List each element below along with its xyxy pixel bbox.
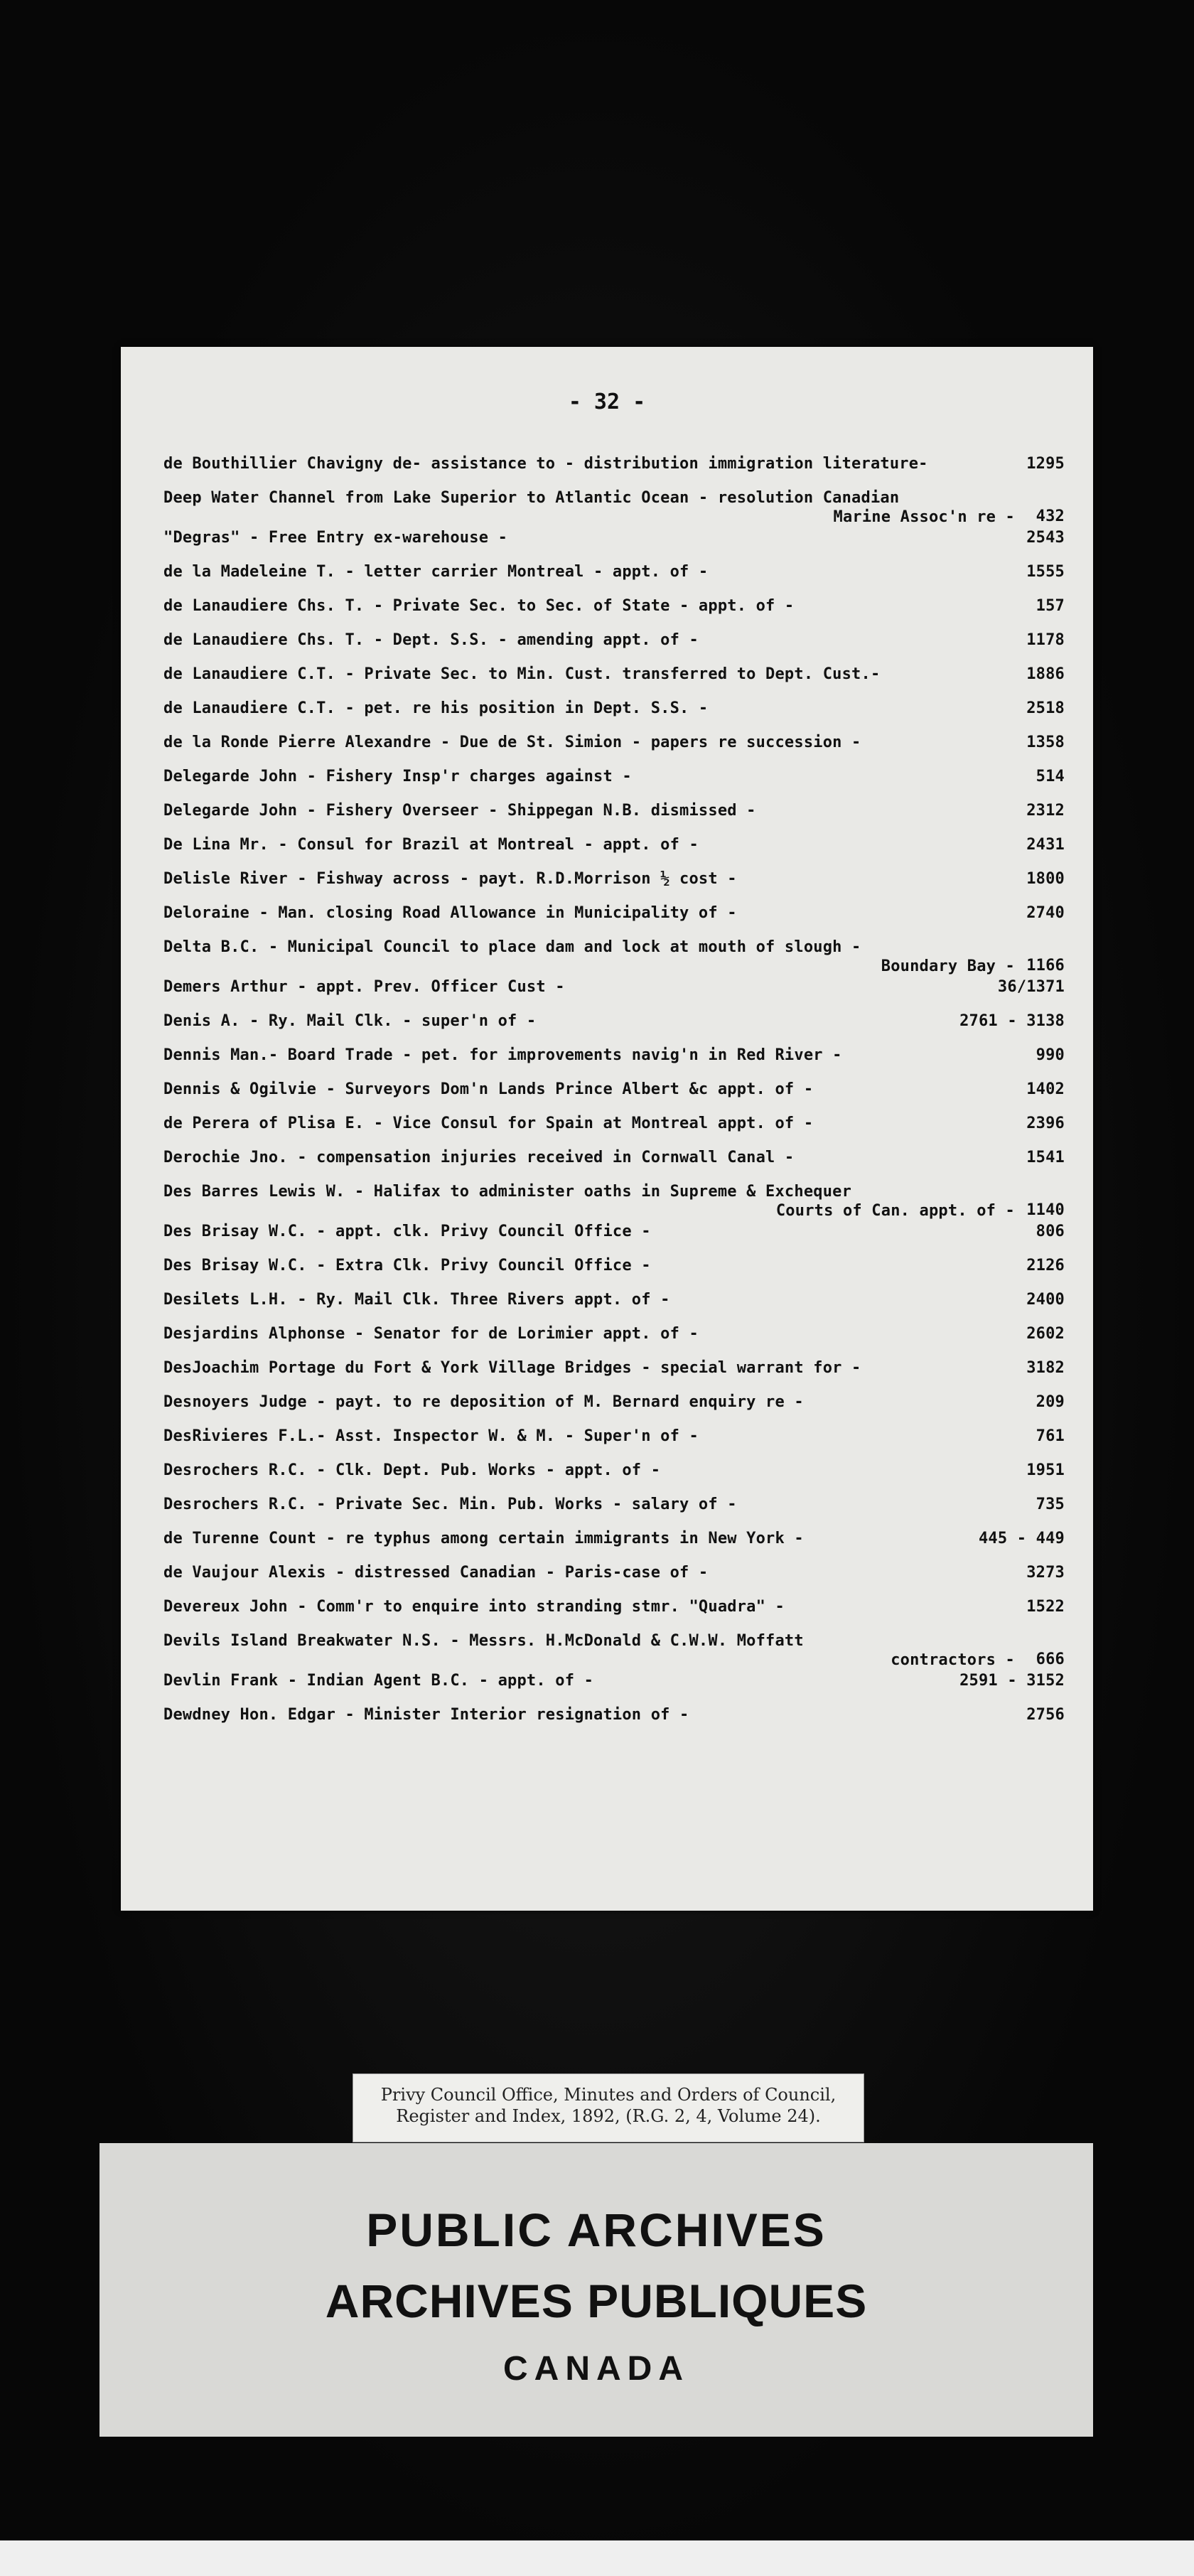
entry-text: de Lanaudiere C.T. - Private Sec. to Min. Cust. transferred to Dept. Cust.-	[163, 665, 881, 683]
index-entry	[163, 1528, 1065, 1562]
entry-reference-number: 2602	[1026, 1325, 1065, 1343]
entry-reference-number: 1358	[1026, 734, 1065, 751]
entry-reference-number: 3182	[1026, 1359, 1065, 1377]
index-entry	[163, 1631, 1065, 1670]
entry-reference-number: 1800	[1026, 870, 1065, 888]
index-entry	[163, 1011, 1065, 1045]
index-entry	[163, 1221, 1065, 1255]
entry-text: de Turenne Count - re typhus among certain immigrants in New York -	[163, 1530, 804, 1547]
entry-reference-number: 514	[1036, 768, 1065, 785]
entry-text: Devereux John - Comm'r to enquire into stranding stmr. "Quadra" -	[163, 1598, 785, 1616]
entry-reference-number: 2543	[1026, 529, 1065, 547]
entry-text: de la Ronde Pierre Alexandre - Due de St. Simion - papers re succession -	[163, 734, 861, 751]
index-entry	[163, 698, 1065, 732]
index-entry	[163, 800, 1065, 834]
index-entry	[163, 1255, 1065, 1289]
entry-reference-number: 666	[1036, 1651, 1065, 1668]
entry-reference-number: 806	[1036, 1223, 1065, 1240]
entry-text: Des Brisay W.C. - appt. clk. Privy Council Office -	[163, 1223, 651, 1240]
index-entry	[163, 454, 1065, 488]
index-entry	[163, 937, 1065, 977]
entry-text: de Lanaudiere Chs. T. - Private Sec. to Sec. of State - appt. of -	[163, 597, 795, 615]
entry-reference-number: 2126	[1026, 1257, 1065, 1274]
entry-reference-number: 1886	[1026, 665, 1065, 683]
entry-text: De Lina Mr. - Consul for Brazil at Montreal - appt. of -	[163, 836, 699, 854]
entry-reference-number: 1140	[1026, 1201, 1065, 1219]
index-entry	[163, 834, 1065, 869]
archive-label-line-3: CANADA	[503, 2350, 689, 2388]
entry-continuation: Marine Assoc'n re -	[833, 508, 1015, 526]
entry-text: de la Madeleine T. - letter carrier Montreal - appt. of -	[163, 563, 709, 581]
entry-text: Desilets L.H. - Ry. Mail Clk. Three Rivers appt. of -	[163, 1291, 670, 1309]
page-number: - 32 -	[568, 390, 646, 414]
index-entry	[163, 1289, 1065, 1324]
entry-reference-number: 1541	[1026, 1149, 1065, 1166]
index-entry	[163, 1670, 1065, 1705]
index-entry	[163, 1460, 1065, 1494]
entry-reference-number: 1295	[1026, 455, 1065, 473]
entry-reference-number: 2400	[1026, 1291, 1065, 1309]
bottom-strip	[0, 2540, 1194, 2576]
archive-label-line-1: PUBLIC ARCHIVES	[366, 2204, 827, 2256]
index-entry	[163, 1596, 1065, 1631]
entry-reference-number: 445 - 449	[978, 1530, 1065, 1547]
entry-text: de Lanaudiere C.T. - pet. re his position in Dept. S.S. -	[163, 699, 709, 717]
entry-text: DesRivieres F.L.- Asst. Inspector W. & M. - Super'n of -	[163, 1427, 699, 1445]
entry-reference-number: 2396	[1026, 1115, 1065, 1132]
index-entry	[163, 527, 1065, 562]
entry-reference-number: 2518	[1026, 699, 1065, 717]
entry-reference-number: 2431	[1026, 836, 1065, 854]
entry-text: Des Barres Lewis W. - Halifax to administer oaths in Supreme & Exchequer	[163, 1183, 852, 1201]
entry-reference-number: 1951	[1026, 1461, 1065, 1479]
index-entry	[163, 1494, 1065, 1528]
entry-text: Delegarde John - Fishery Insp'r charges against -	[163, 768, 632, 785]
entry-text: "Degras" - Free Entry ex-warehouse -	[163, 529, 508, 547]
citation-line-1: Privy Council Office, Minutes and Orders of Council,	[380, 2085, 837, 2105]
entry-text: Dewdney Hon. Edgar - Minister Interior resignation of -	[163, 1706, 689, 1724]
entry-continuation: Boundary Bay -	[881, 957, 1015, 975]
entry-reference-number: 990	[1036, 1046, 1065, 1064]
entry-text: Deep Water Channel from Lake Superior to Atlantic Ocean - resolution Canadian	[163, 489, 900, 507]
entry-reference-number: 2312	[1026, 802, 1065, 820]
index-entry-list	[163, 454, 1065, 1739]
index-entry	[163, 562, 1065, 596]
entry-text: Derochie Jno. - compensation injuries received in Cornwall Canal -	[163, 1149, 795, 1166]
entry-text: Devils Island Breakwater N.S. - Messrs. H.McDonald & C.W.W. Moffatt	[163, 1632, 804, 1650]
index-entry	[163, 630, 1065, 664]
entry-reference-number: 2591 - 3152	[959, 1672, 1065, 1690]
index-entry	[163, 1045, 1065, 1079]
entry-text: Des Brisay W.C. - Extra Clk. Privy Council Office -	[163, 1257, 651, 1274]
citation-line-2: Register and Index, 1892, (R.G. 2, 4, Volume 24).	[396, 2106, 821, 2126]
entry-text: Delegarde John - Fishery Overseer - Shippegan N.B. dismissed -	[163, 802, 756, 820]
index-entry	[163, 596, 1065, 630]
index-entry	[163, 1562, 1065, 1596]
entry-reference-number: 735	[1036, 1496, 1065, 1513]
entry-text: de Bouthillier Chavigny de- assistance to - distribution immigration literature-	[163, 455, 928, 473]
entry-continuation: contractors -	[891, 1651, 1015, 1669]
index-entry	[163, 1324, 1065, 1358]
entry-text: Demers Arthur - appt. Prev. Officer Cust -	[163, 978, 565, 996]
entry-reference-number: 209	[1036, 1393, 1065, 1411]
document-page	[121, 347, 1093, 1911]
index-entry	[163, 664, 1065, 698]
archive-plaque	[100, 2143, 1093, 2437]
entry-reference-number: 761	[1036, 1427, 1065, 1445]
entry-reference-number: 3273	[1026, 1564, 1065, 1582]
entry-reference-number: 1166	[1026, 957, 1065, 975]
entry-text: de Lanaudiere Chs. T. - Dept. S.S. - amending appt. of -	[163, 631, 699, 649]
entry-text: de Vaujour Alexis - distressed Canadian - Paris-case of -	[163, 1564, 709, 1582]
index-entry	[163, 1705, 1065, 1739]
index-entry	[163, 977, 1065, 1011]
index-entry	[163, 488, 1065, 527]
entry-text: Desrochers R.C. - Private Sec. Min. Pub. Works - salary of -	[163, 1496, 737, 1513]
entry-reference-number: 1402	[1026, 1080, 1065, 1098]
archive-label-line-2: ARCHIVES PUBLIQUES	[325, 2275, 868, 2327]
index-entry	[163, 766, 1065, 800]
index-entry	[163, 869, 1065, 903]
entry-text: Devlin Frank - Indian Agent B.C. - appt. of -	[163, 1672, 594, 1690]
entry-reference-number: 2740	[1026, 904, 1065, 922]
entry-text: Denis A. - Ry. Mail Clk. - super'n of -	[163, 1012, 537, 1030]
index-entry	[163, 1358, 1065, 1392]
entry-text: DesJoachim Portage du Fort & York Village Bridges - special warrant for -	[163, 1359, 861, 1377]
entry-text: Desjardins Alphonse - Senator for de Lorimier appt. of -	[163, 1325, 699, 1343]
entry-reference-number: 2761 - 3138	[959, 1012, 1065, 1030]
entry-reference-number: 157	[1036, 597, 1065, 615]
entry-text: Desnoyers Judge - payt. to re deposition of M. Bernard enquiry re -	[163, 1393, 804, 1411]
entry-text: Delta B.C. - Municipal Council to place dam and lock at mouth of slough -	[163, 938, 861, 956]
index-entry	[163, 1113, 1065, 1147]
entry-text: Desrochers R.C. - Clk. Dept. Pub. Works - appt. of -	[163, 1461, 661, 1479]
index-entry	[163, 1079, 1065, 1113]
index-entry	[163, 1181, 1065, 1221]
index-entry	[163, 1147, 1065, 1181]
index-entry	[163, 1392, 1065, 1426]
index-entry	[163, 732, 1065, 766]
entry-text: Dennis Man.- Board Trade - pet. for improvements navig'n in Red River -	[163, 1046, 842, 1064]
citation-label	[353, 2073, 864, 2142]
index-entry	[163, 903, 1065, 937]
entry-text: Deloraine - Man. closing Road Allowance in Municipality of -	[163, 904, 737, 922]
entry-text: Delisle River - Fishway across - payt. R.D.Morrison ½ cost -	[163, 870, 737, 888]
entry-reference-number: 36/1371	[997, 978, 1065, 996]
entry-reference-number: 432	[1036, 508, 1065, 525]
entry-reference-number: 2756	[1026, 1706, 1065, 1724]
entry-continuation: Courts of Can. appt. of -	[775, 1202, 1015, 1220]
entry-text: Dennis & Ogilvie - Surveyors Dom'n Lands Prince Albert &c appt. of -	[163, 1080, 814, 1098]
entry-text: de Perera of Plisa E. - Vice Consul for Spain at Montreal appt. of -	[163, 1115, 814, 1132]
index-entry	[163, 1426, 1065, 1460]
entry-reference-number: 1555	[1026, 563, 1065, 581]
entry-reference-number: 1178	[1026, 631, 1065, 649]
entry-reference-number: 1522	[1026, 1598, 1065, 1616]
